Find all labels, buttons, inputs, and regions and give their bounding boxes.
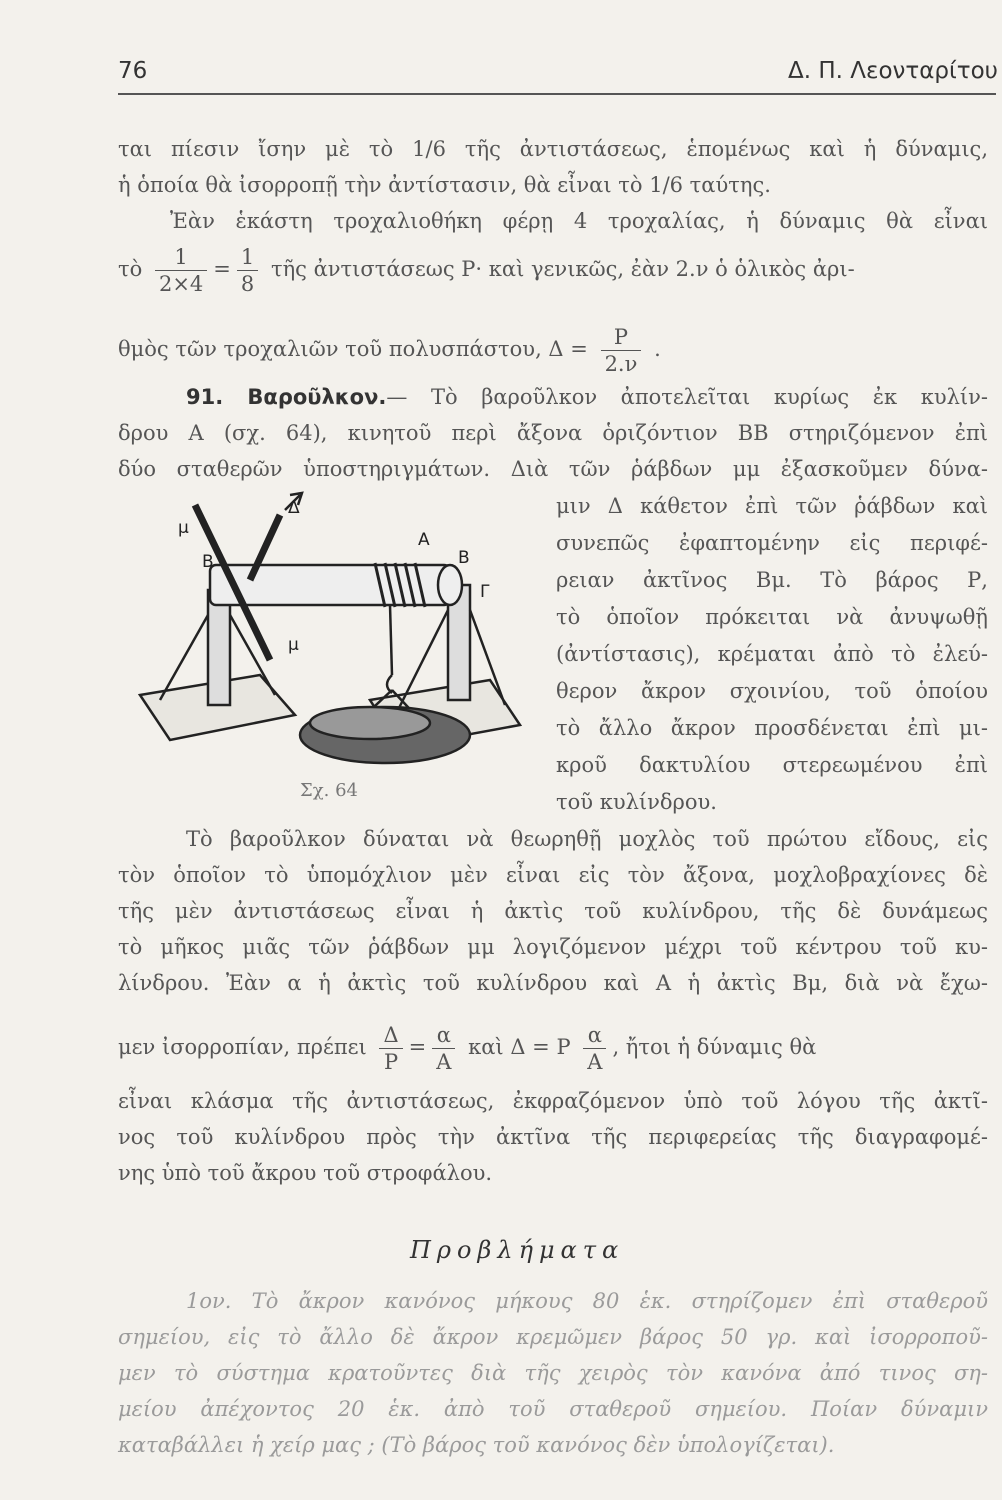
fraction <box>432 1022 455 1075</box>
left-post <box>208 590 230 705</box>
header-rule <box>118 93 996 95</box>
text-fragment: , ἤτοι ἡ δύναμις θὰ <box>612 1035 817 1059</box>
text-line: συνεπῶς ἐφαπτομένην εἰς περιφέ- <box>556 531 988 555</box>
label-mu: μ <box>178 518 189 538</box>
text-line: νης ὑπὸ τοῦ ἄκρου τοῦ στροφάλου. <box>118 1161 493 1185</box>
numerator: α <box>587 1023 602 1047</box>
text-line: (ἀντίστασις), κρέμαται ἀπὸ τὸ ἐλεύ- <box>556 642 988 666</box>
text-line: τὸ ἄλλο ἄκρον προσδένεται ἐπὶ μι- <box>556 716 988 740</box>
fraction <box>237 244 258 297</box>
text-fragment: καὶ Δ = Ρ <box>468 1035 571 1059</box>
fraction <box>583 1022 606 1075</box>
text-line: νος τοῦ κυλίνδρου πρὸς τὴν ἀκτῖνα τῆς περιφερείας τῆς διαγραφομέ- <box>118 1125 988 1149</box>
equals-sign: = <box>408 1035 427 1059</box>
page-header <box>118 58 998 94</box>
denominator: 2×4 <box>155 270 207 297</box>
denominator: 8 <box>237 270 258 297</box>
text-line: ται πίεσιν ἴσην μὲ τὸ 1/6 τῆς ἀντιστάσεως, ἑπομένως καὶ ἡ δύναμις, <box>118 137 988 161</box>
problem-line: 1ον. Τὸ ἄκρον κανόνος μήκους 80 ἑκ. στηρίζομεν ἐπὶ σταθεροῦ <box>186 1289 988 1313</box>
text-fragment: θμὸς τῶν τροχαλιῶν τοῦ πολυσπάστου, Δ = <box>118 337 588 361</box>
text-line: δρου Α (σχ. 64), κινητοῦ περὶ ἄξονα ὁριζόντιον ΒΒ στηριζόμενον ἐπὶ <box>118 421 988 445</box>
text-line: Τὸ βαροῦλκον δύναται νὰ θεωρηθῇ μοχλὸς τοῦ πρώτου εἴδους, εἰς <box>186 827 988 851</box>
numerator: 1 <box>174 245 188 269</box>
denominator: Α <box>583 1048 606 1075</box>
windlass-figure <box>130 485 540 805</box>
text-fragment: μεν ἰσορροπίαν, πρέπει <box>118 1035 367 1059</box>
running-author: Δ. Π. Λεονταρίτου <box>788 58 998 84</box>
problem-line: μεν τὸ σύστημα κρατοῦντες διὰ τῆς χειρὸς τὸν κανόνα ἀπό τινος ση- <box>118 1361 988 1385</box>
text-fragment: — Τὸ βαροῦλκον ἀποτελεῖται κυρίως ἐκ κυλίν- <box>386 385 988 409</box>
text-line: ἡ ὁποία θὰ ἰσορροπῇ τὴν ἀντίστασιν, θὰ εἶναι τὸ 1/6 ταύτης. <box>118 173 771 197</box>
label-gamma: Γ <box>480 582 490 602</box>
text-line: τὸν ὁποῖον τὸ ὑπομόχλιον μὲν εἶναι εἰς τὸν ἄξονα, μοχλοβραχίονες δὲ <box>118 863 988 887</box>
numerator: α <box>436 1023 451 1047</box>
section-line <box>186 384 988 410</box>
text-line: κροῦ δακτυλίου στερεωμένου ἐπὶ <box>556 753 988 777</box>
load-weight <box>310 707 430 739</box>
label-mu: μ <box>288 635 299 655</box>
fraction-line: τὸ $\frac{1}{2\times 4}$ = $\frac{1}{8}$ τῆς ἀντιστάσεως Ρ· καὶ γενικῶς, ἐὰν 2.ν ὁ ὁλικὸς ἀρι- <box>118 245 855 296</box>
denominator: 2.ν <box>601 350 642 377</box>
label-delta: Δ <box>288 498 300 518</box>
fraction-line <box>118 324 661 377</box>
denominator: Α <box>432 1048 455 1075</box>
numerator: 1 <box>240 245 255 269</box>
rope <box>390 605 392 675</box>
fraction <box>379 1022 402 1075</box>
numerator: Δ <box>383 1023 399 1047</box>
label-B: Β <box>458 548 470 568</box>
text-line: τοῦ κυλίνδρου. <box>556 790 717 814</box>
text-line: θερον ἄκρον σχοινίου, τοῦ ὁποίου <box>556 679 988 703</box>
problem-line: μείου ἀπέχοντος 20 ἑκ. ἀπὸ τοῦ σταθεροῦ σημείου. Ποίαν δύναμιν <box>118 1397 988 1421</box>
page-number: 76 <box>118 58 148 84</box>
denominator: Ρ <box>379 1048 402 1075</box>
problem-line: καταβάλλει ἡ χείρ μας ; (Τὸ βάρος τοῦ κανόνος δὲν ὑπολογίζεται). <box>118 1433 835 1457</box>
numerator: Ρ <box>613 325 629 349</box>
figure-caption: Σχ. 64 <box>300 780 358 801</box>
text-line: τὸ ὁποῖον πρόκειται νὰ ἀνυψωθῇ <box>556 605 988 629</box>
equation-line <box>118 1022 816 1075</box>
text-line: εἶναι κλάσμα τῆς ἀντιστάσεως, ἐκφραζόμενον ὑπὸ τοῦ λόγου τῆς ἀκτῖ- <box>118 1089 988 1113</box>
section-heading: 91. Βαροῦλκον. <box>186 385 387 409</box>
text-line: δύο σταθερῶν ὑποστηριγμάτων. Διὰ τῶν ῥάβδων μμ ἐξασκοῦμεν δύνα- <box>118 457 988 481</box>
label-B: Β <box>202 552 214 572</box>
text-fragment: τῆς ἀντιστάσεως Ρ· καὶ γενικῶς, ἐὰν 2.ν ὁ ὁλικὸς ἀρι- <box>270 257 855 281</box>
text-line: λίνδρου. Ἐὰν α ἡ ἀκτὶς τοῦ κυλίνδρου καὶ Α ἡ ἀκτὶς Βμ, διὰ νὰ ἔχω- <box>118 971 988 995</box>
text-line: ρειαν ἀκτῖνος Βμ. Τὸ βάρος Ρ, <box>556 568 988 592</box>
text-fragment: τὸ <box>118 257 143 281</box>
problems-heading: Προβλήματα <box>410 1236 625 1264</box>
problem-line: σημείου, εἰς τὸ ἄλλο δὲ ἄκρον κρεμῶμεν βάρος 50 γρ. καὶ ἰσορροποῦ- <box>118 1325 988 1349</box>
label-A: Α <box>418 530 430 550</box>
text-line: Ἐὰν ἑκάστη τροχαλιοθήκη φέρῃ 4 τροχαλίας, ἡ δύναμις θὰ εἶναι <box>170 209 988 233</box>
fraction <box>601 324 642 377</box>
text-line: τῆς μὲν ἀντιστάσεως εἶναι ἡ ἀκτὶς τοῦ κυλίνδρου, τῆς δὲ δυνάμεως <box>118 899 988 923</box>
fraction <box>155 244 207 297</box>
text-line: μιν Δ κάθετον ἐπὶ τῶν ῥάβδων καὶ <box>556 494 988 518</box>
text-fragment: . <box>654 337 661 361</box>
text-line: τὸ μῆκος μιᾶς τῶν ῥάβδων μμ λογιζόμενον μέχρι τοῦ κέντρου τοῦ κυ- <box>118 935 988 959</box>
